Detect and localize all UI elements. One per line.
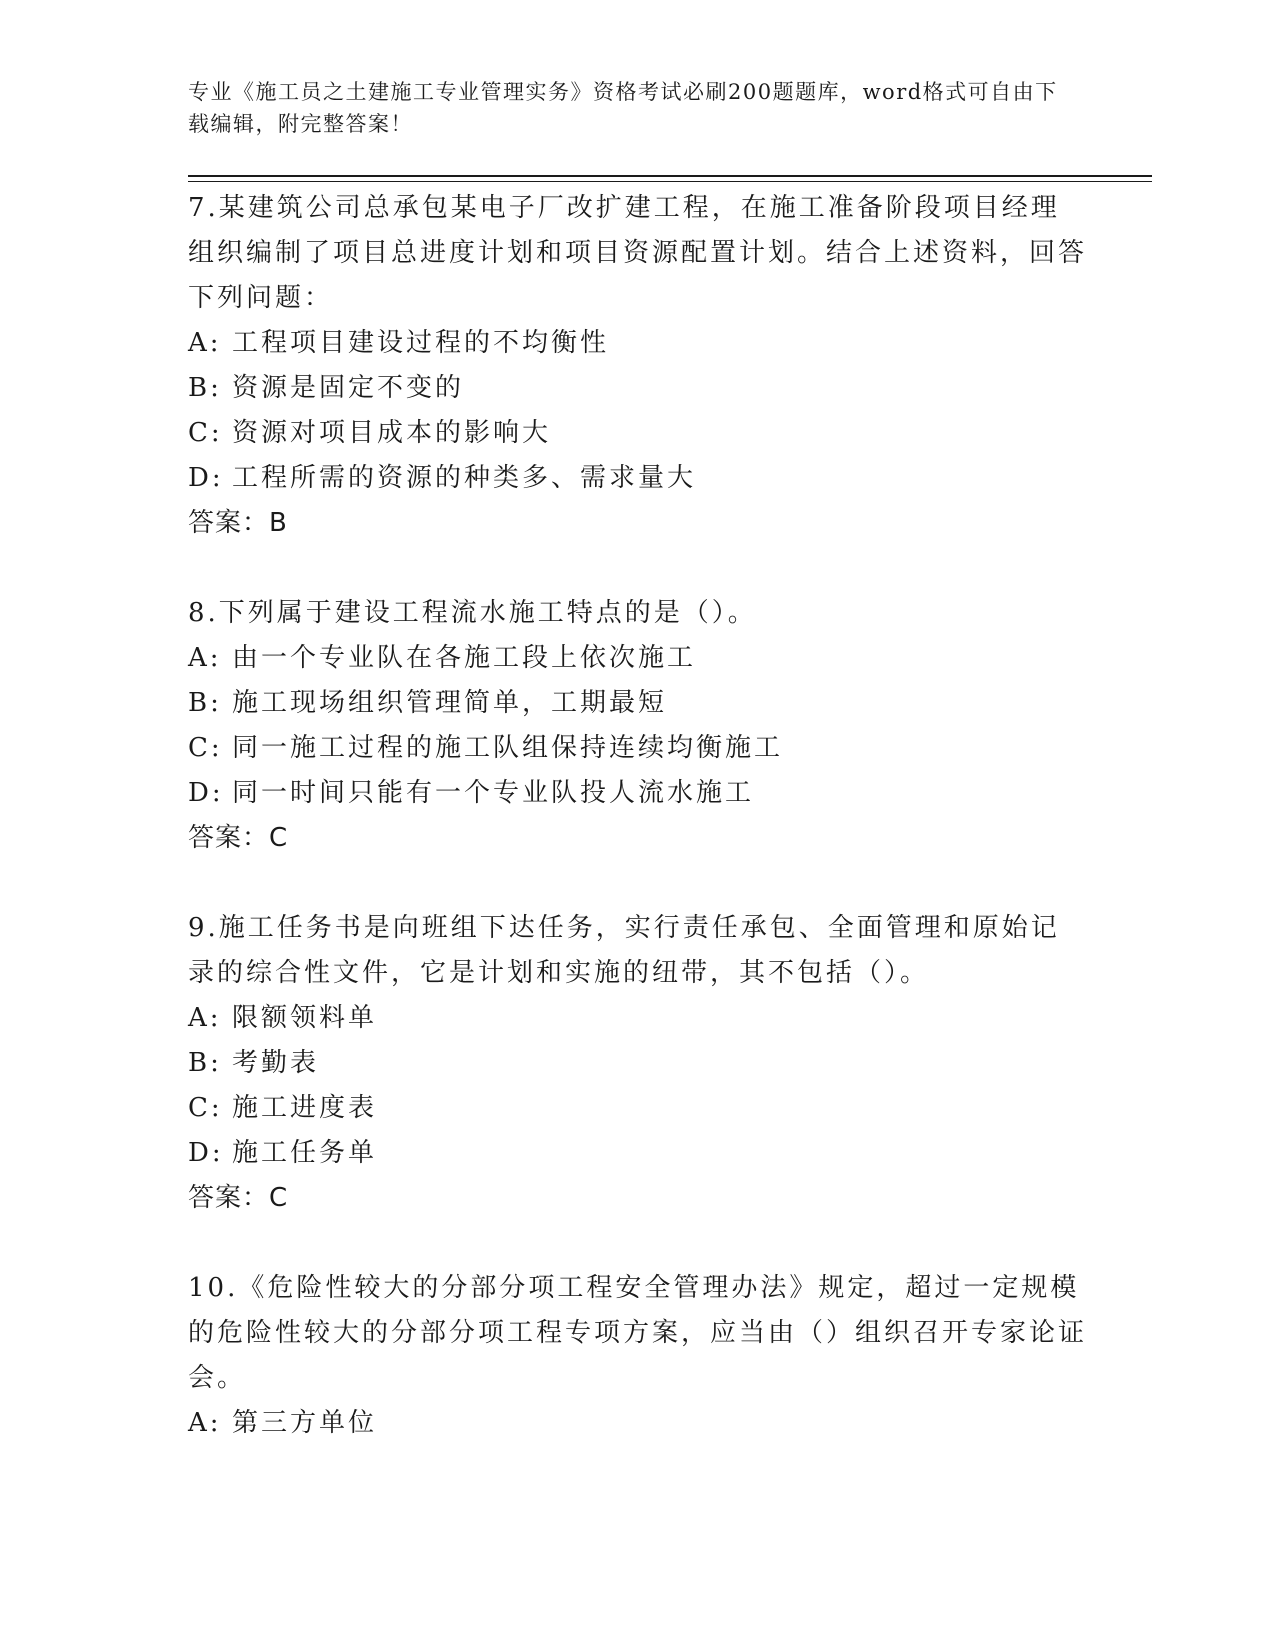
- option-key: D:: [188, 463, 224, 493]
- option-b: [188, 681, 1088, 726]
- option-key: A:: [188, 1003, 222, 1033]
- option-text: 施工现场组织管理简单，工期最短: [232, 688, 668, 718]
- question-stem: 7.某建筑公司总承包某电子厂改扩建工程，在施工准备阶段项目经理组织编制了项目总进度计划和项目资源配置计划。结合上述资料，回答下列问题：: [188, 193, 1088, 313]
- question-stem: 9.施工任务书是向班组下达任务，实行责任承包、全面管理和原始记录的综合性文件，它是计划和实施的纽带，其不包括（）。: [188, 913, 1060, 988]
- option-text: 资源对项目成本的影响大: [232, 418, 552, 448]
- option-key: B:: [188, 373, 222, 403]
- option-text: 同一施工过程的施工队组保持连续均衡施工: [232, 733, 784, 763]
- option-text: 考勤表: [232, 1048, 320, 1078]
- option-c: [188, 411, 1088, 456]
- option-key: A:: [188, 1408, 222, 1438]
- option-a: [188, 996, 1088, 1041]
- header-divider-thick: [188, 175, 1152, 177]
- answer-line: 答案：C: [188, 1183, 289, 1213]
- option-b: [188, 1041, 1088, 1086]
- option-key: C:: [188, 1093, 223, 1123]
- option-a: [188, 321, 1088, 366]
- option-key: A:: [188, 328, 222, 358]
- option-text: 施工任务单: [232, 1138, 378, 1168]
- option-key: C:: [188, 733, 223, 763]
- option-key: A:: [188, 643, 222, 673]
- answer-line: 答案：C: [188, 823, 289, 853]
- option-text: 由一个专业队在各施工段上依次施工: [232, 643, 697, 673]
- question-stem: 8.下列属于建设工程流水施工特点的是（）。: [188, 598, 757, 628]
- option-d: [188, 456, 1088, 501]
- option-text: 同一时间只能有一个专业队投人流水施工: [232, 778, 755, 808]
- option-c: [188, 1086, 1088, 1131]
- option-key: D:: [188, 1138, 224, 1168]
- question-9: [188, 906, 1088, 1221]
- option-key: B:: [188, 1048, 222, 1078]
- option-text: 限额领料单: [232, 1003, 378, 1033]
- option-text: 工程项目建设过程的不均衡性: [232, 328, 610, 358]
- option-d: [188, 1131, 1088, 1176]
- document-header: 专业《施工员之土建施工专业管理实务》资格考试必刷200题题库，word格式可自由下载编辑，附完整答案！: [188, 80, 1058, 136]
- question-7: [188, 186, 1088, 546]
- option-text: 施工进度表: [232, 1093, 378, 1123]
- option-a: [188, 636, 1088, 681]
- option-text: 第三方单位: [232, 1408, 378, 1438]
- option-d: [188, 771, 1088, 816]
- question-10: [188, 1266, 1088, 1446]
- option-b: [188, 366, 1088, 411]
- question-list: [188, 186, 1088, 1491]
- answer-line: 答案：B: [188, 508, 288, 538]
- option-a: [188, 1401, 1088, 1446]
- option-key: D:: [188, 778, 224, 808]
- option-c: [188, 726, 1088, 771]
- option-key: B:: [188, 688, 222, 718]
- option-text: 资源是固定不变的: [232, 373, 465, 403]
- question-8: [188, 591, 1088, 861]
- question-stem: 10.《危险性较大的分部分项工程安全管理办法》规定，超过一定规模的危险性较大的分部分项工程专项方案，应当由（）组织召开专家论证会。: [188, 1273, 1088, 1393]
- header-divider-thin: [188, 181, 1152, 182]
- option-key: C:: [188, 418, 223, 448]
- option-text: 工程所需的资源的种类多、需求量大: [232, 463, 697, 493]
